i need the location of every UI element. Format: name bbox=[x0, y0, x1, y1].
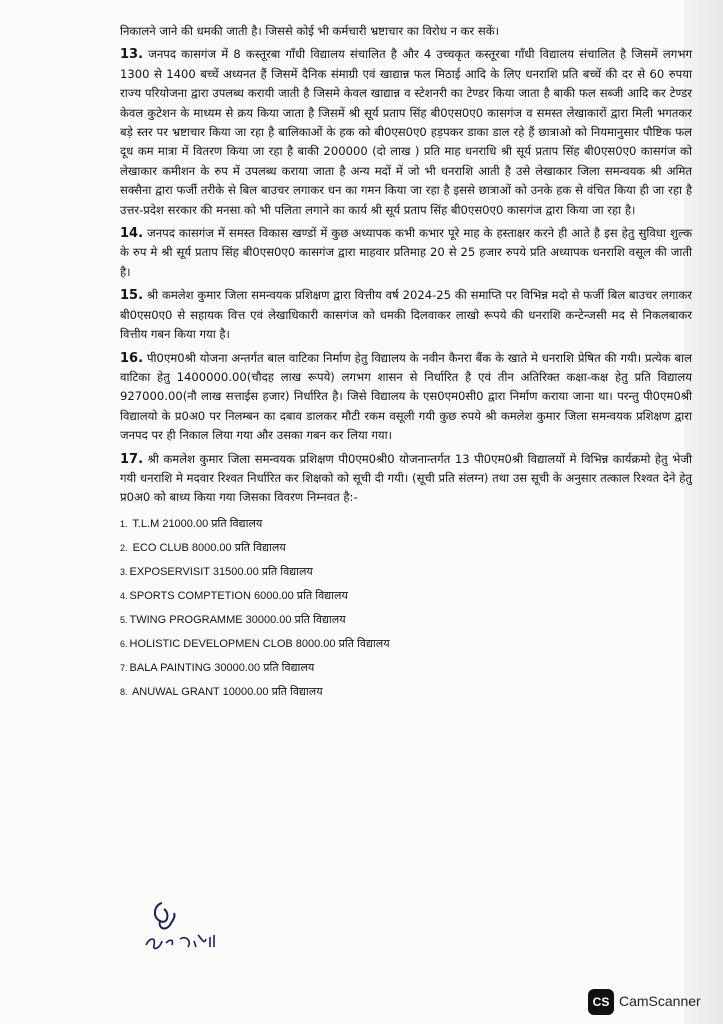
paragraph-15 bbox=[120, 286, 692, 344]
list-item-text: T.L.M 21000.00 प्रति विद्यालय bbox=[132, 517, 263, 530]
list-item-number: 4. bbox=[120, 590, 128, 601]
list-item bbox=[120, 536, 692, 560]
list-item bbox=[120, 608, 692, 632]
paragraph-14-number: 14. bbox=[120, 226, 144, 242]
paragraph-17 bbox=[120, 450, 692, 508]
list-item bbox=[120, 560, 692, 584]
paragraph-16-number: 16. bbox=[120, 350, 144, 366]
handwritten-signature bbox=[140, 895, 230, 955]
list-item-number: 3. bbox=[120, 566, 128, 577]
paragraph-17-text: श्री कमलेश कुमार जिला समन्वयक प्रशिक्षण पी0एम0श्री0 योजनान्तर्गत 13 पी0एम0श्री विद्यालयों मे विभिन्न कार्यक्रमो हेतु भेजी गयी धनराशि मे मदवार रिश्वत निर्धारित कर शिक्षको को सूची दी गयी। (सूची प्रति संलग्न) तथा उस सूची के अनुसार तत्काल रिश्वत देने हेतु प्र0अ0 को बाध्य किया गया जिसका विवरण निम्नवत है:- bbox=[120, 451, 692, 505]
list-item bbox=[120, 656, 692, 680]
paragraph-14 bbox=[120, 224, 692, 282]
list-item-number: 5. bbox=[120, 614, 128, 625]
list-item-text: ANUWAL GRANT 10000.00 प्रति विद्यालय bbox=[131, 685, 323, 698]
list-item bbox=[120, 584, 692, 608]
paragraph-intro-text: निकालने जाने की धमकी जाती है। जिससे कोई भी कर्मचारी भ्रष्टाचार का विरोध न कर सकें। bbox=[120, 24, 500, 38]
list-item-text: SPORTS COMPTETION 6000.00 प्रति विद्यालय bbox=[129, 589, 348, 602]
bribe-list bbox=[120, 512, 692, 704]
list-item-text: HOLISTIC DEVELOPMEN CLOB 8000.00 प्रति विद्यालय bbox=[129, 637, 390, 650]
list-item-number: 1. bbox=[120, 518, 128, 529]
list-item-text: EXPOSERVISIT 31500.00 प्रति विद्यालय bbox=[129, 565, 313, 578]
letter-body bbox=[120, 22, 692, 704]
paragraph-intro bbox=[120, 22, 692, 41]
camscanner-logo-icon: CS bbox=[588, 989, 614, 1015]
list-item-number: 2. bbox=[120, 542, 128, 553]
list-item-number: 6. bbox=[120, 638, 128, 649]
list-item-text: BALA PAINTING 30000.00 प्रति विद्यालय bbox=[129, 661, 315, 674]
list-item bbox=[120, 512, 692, 536]
paragraph-17-number: 17. bbox=[120, 451, 144, 467]
list-item-text: ECO CLUB 8000.00 प्रति विद्यालय bbox=[132, 541, 286, 554]
list-item bbox=[120, 680, 692, 704]
paragraph-15-text: श्री कमलेश कुमार जिला समन्वयक प्रशिक्षण द्वारा वित्तीय वर्ष 2024-25 की समाप्ति पर विभिन्न मदो से फर्जी बिल बाउचर लगाकर बी0एस0ए0 से सहायक वित्त एवं लेखाधिकारी कासगंज को धमकी दिलवाकर लाखो रूपये की धनराशि कन्टेन्जसी मद से निकलबाकर वित्तीय गबन किया गया है। bbox=[120, 288, 692, 342]
paragraph-13-number: 13. bbox=[120, 47, 144, 63]
camscanner-label: CamScanner bbox=[619, 993, 701, 1009]
paragraph-14-text: जनपद कासगंज में समस्त विकास खण्डों में कुछ अध्यापक कभी कभार पूरे माह के हस्ताक्षर करने ही आते है इस हेतु सुविधा शुल्क के रुप मे श्री सूर्य प्रताप सिंह बी0एस0ए0 कासगंज द्वारा माहवार प्रतिमाह 20 से 25 हजार रुपये प्रति अध्यापक धनराशि वसूल की जाती है। bbox=[120, 226, 693, 279]
list-item-number: 8. bbox=[120, 686, 128, 697]
list-item-text: TWING PROGRAMME 30000.00 प्रति विद्यालय bbox=[129, 613, 346, 626]
list-item bbox=[120, 632, 692, 656]
paragraph-13-text: जनपद कासगंज में 8 कस्तूरबा गाँधी विद्यालय संचालित है और 4 उच्चकृत कस्तूरबा गाँधी विद्यालय संचालित है जिसमें लगभग 1300 से 1400 बच्चें अध्यनत हैं जिसमें दैनिक संमाग्री एवं खाद्यान्न फल मिठाई आदि के लिए धनराशि प्रति बच्चें की दर से 60 रुपया राज्य परियोजना द्वारा उपलब्ध करायी जाती है जिसमे केवल खाद्यान्न व स्टेशनरी का टेण्डर किया जाता है बाकी फल सब्जी आदि कर टेण्डर केवल कुटेशन के माध्यम से क्रय किया जाता है जिसमें श्री सूर्य प्रताप सिंह बी0एस0ए0 कासगंज व समस्त लेखाकारों द्वारा मिली भगतकर बड़े स्तर पर भ्रष्टाचार किया जा रहा है बालिकाओं के हक को बी0एस0ए0 हड़पकर डाका डाल रहे हैं छात्राओ को नियमानुसार पौष्टिक फल दूध कम मात्रा में वितरण किया जा रहा है बाकी 200000 (दो लाख ) प्रति माह धनराधि श्री सूर्य प्रताप सिंह बी0एस0ए0 कासगंज को लेखाकार कमीशन के रुप में उपलब्ध कराया जाता है अन्य मदों में जो भी धनराशि आती है उसे लेखाकार जिला समन्वयक श्री अमित सक्सैना द्वारा फर्जी तरीके से बिल बाउचर लगाकर धन का गमन किया जा रहा है इससे छात्राओं को उनके हक से वंचित किया ही जा रहा है उत्तर-प्रदेश सरकार की मनसा को भी पलिता लगाने का कार्य श्री सूर्य प्रताप सिंह बी0एस0ए0 कासगंज द्वारा किया जा रहा है। bbox=[120, 47, 692, 217]
paragraph-15-number: 15. bbox=[120, 288, 144, 304]
paragraph-16 bbox=[120, 349, 692, 446]
paragraph-16-text: पी0एम0श्री योजना अन्तर्गत बाल वाटिका निर्माण हेतु विद्यालय के नवीन कैनरा बैंक के खाते मे धनराशि प्रेषित की गयी। प्रत्येक बाल वाटिका हेतु 1400000.00(चौदह लाख रूपये) लगभग शासन से निर्धारित है एवं तीन अतिरिक्त कक्षा-कक्ष हेतु प्रति विद्यालय 927000.00(नौ लाख सत्ताईस हजार) निर्धारित है। जिसे विद्यालय के एस0एम0सी0 द्वारा निर्माण कराया जाना था। परन्तु पी0एम0श्री विद्यालयो के प्र0अ0 पर निलम्बन का दबाव डालकर मौटी रकम वसूली गयी कुछ रुपये श्री कमलेश कुमार जिला समन्वयक प्रशिक्षण द्वारा जनपद पर ही निकाल लिया गया और उसका गबन कर लिया गया। bbox=[120, 350, 692, 443]
list-item-number: 7. bbox=[120, 662, 128, 673]
paragraph-13 bbox=[120, 45, 692, 220]
camscanner-watermark bbox=[588, 989, 714, 1017]
